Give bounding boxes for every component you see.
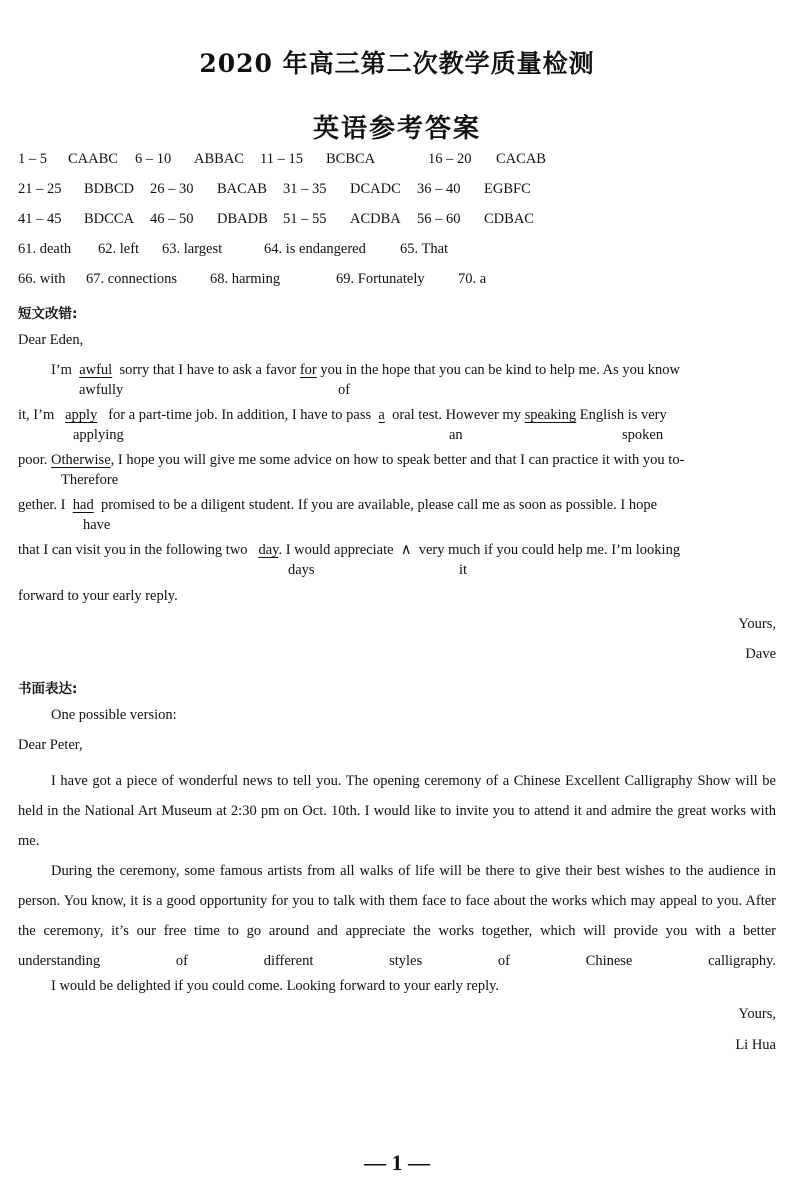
text: , I hope you will give me some advice on how to speak better and that I can practice it with you to- <box>110 452 685 468</box>
answer-range: 31 – 35 <box>283 181 327 197</box>
answer-word: 69. Fortunately <box>336 271 425 287</box>
error-word: apply <box>65 407 98 423</box>
answer-letters: CACAB <box>496 151 546 167</box>
correction-signature: Dave <box>745 646 776 662</box>
answer-word: 68. harming <box>210 271 281 287</box>
answer-letters: ACDBA <box>350 211 401 227</box>
page-title: 2020 年高三第二次教学质量检测 <box>199 49 595 78</box>
error-word: a <box>378 407 385 423</box>
answer-word: 65. That <box>400 241 449 257</box>
correction-line-5 <box>18 541 776 559</box>
answer-word: 62. left <box>98 241 140 257</box>
answer-range: 6 – 10 <box>135 151 172 167</box>
answer-word: 67. connections <box>86 271 178 287</box>
text: very much if you could help me. I’m looking <box>418 542 681 558</box>
writing-signature: Li Hua <box>735 1037 776 1053</box>
correction-line-1 <box>51 361 776 379</box>
answer-range: 16 – 20 <box>428 151 472 167</box>
error-word: for <box>299 362 317 378</box>
answer-range: 36 – 40 <box>417 181 461 197</box>
answer-range: 26 – 30 <box>150 181 194 197</box>
correction-line-3 <box>18 451 776 469</box>
text: it, I’m <box>18 407 55 423</box>
answer-letters: ABBAC <box>194 151 244 167</box>
error-word: awful <box>79 362 113 378</box>
correction-heading: 短文改错: <box>18 306 78 322</box>
correction-line-4 <box>18 496 776 514</box>
writing-greeting: Dear Peter, <box>18 737 83 753</box>
answer-letters: DCADC <box>350 181 401 197</box>
correction-line-2 <box>18 406 776 424</box>
text: poor. <box>18 452 48 468</box>
insert-caret-mark: ∧ <box>400 542 412 558</box>
writing-closing: Yours, <box>738 1006 776 1022</box>
correction-fix: applying <box>73 427 124 443</box>
answer-word: 61. death <box>18 241 72 257</box>
answer-letters: BDBCD <box>84 181 134 197</box>
text: gether. I <box>18 497 66 513</box>
correction-greeting: Dear Eden, <box>18 332 84 348</box>
answer-range: 56 – 60 <box>417 211 461 227</box>
answer-letters: CAABC <box>68 151 118 167</box>
correction-fix: it <box>459 562 468 578</box>
answer-range: 41 – 45 <box>18 211 62 227</box>
answer-word: 64. is endangered <box>264 241 366 257</box>
answer-letters: DBADB <box>217 211 268 227</box>
correction-fix: of <box>338 382 351 398</box>
answer-range: 1 – 5 <box>18 151 47 167</box>
answer-row-5 <box>18 271 486 288</box>
correction-fix: spoken <box>622 427 664 443</box>
text: I’m <box>51 362 72 378</box>
text: sorry that I have to ask a favor <box>119 362 297 378</box>
text: oral test. However my <box>392 407 521 423</box>
answer-row-2 <box>18 181 531 198</box>
correction-fix: an <box>449 427 463 443</box>
writing-heading: 书面表达: <box>18 681 78 697</box>
page-number: — 1 — <box>364 1150 430 1175</box>
correction-line-6: forward to your early reply. <box>18 588 178 604</box>
writing-paragraph-1: I have got a piece of wonderful news to tell you. The opening ceremony of a Chinese Excellent Calligraphy Show will be held in the National Art Museum at 2:30 pm on Oct. 10th. I would like to invite you to attend it and admire the great works with me. <box>18 773 776 849</box>
writing-paragraph-2: During the ceremony, some famous artists from all walks of life will be there to give their best wishes to the audience in person. You know, it is a good opportunity for you to talk with them face to face about the works which may appeal to you. After the ceremony, it’s our free time to go around and appreciate the works together, which will provide you with a better understanding of different styles of Chinese calligraphy. <box>18 863 776 969</box>
answer-letters: BACAB <box>217 181 267 197</box>
answer-letters: CDBAC <box>484 211 534 227</box>
answer-range: 11 – 15 <box>260 151 303 167</box>
answer-range: 46 – 50 <box>150 211 194 227</box>
error-word: day <box>258 542 279 558</box>
answer-letters: BDCCA <box>84 211 134 227</box>
writing-paragraph-3: I would be delighted if you could come. Looking forward to your early reply. <box>51 978 500 994</box>
answer-row-3 <box>18 211 534 228</box>
page-subtitle: 英语参考答案 <box>312 114 481 144</box>
answer-range: 21 – 25 <box>18 181 62 197</box>
correction-fix: have <box>83 517 111 533</box>
text: English is very <box>579 407 667 423</box>
answer-letters: BCBCA <box>326 151 376 167</box>
correction-fix: Therefore <box>61 472 119 488</box>
text: that I can visit you in the following two <box>18 542 248 558</box>
correction-fix: awfully <box>79 382 124 398</box>
text: for a part-time job. In addition, I have to pass <box>108 407 372 423</box>
answer-letters: EGBFC <box>484 181 531 197</box>
error-word: speaking <box>524 407 577 423</box>
text: . I would appreciate <box>278 542 394 558</box>
answer-row-1 <box>18 151 546 168</box>
text: you in the hope that you can be kind to help me. As you know <box>320 362 681 378</box>
error-word: Otherwise <box>51 452 111 468</box>
answer-row-4 <box>18 241 448 258</box>
correction-closing: Yours, <box>738 616 776 632</box>
correction-fix: days <box>288 562 315 578</box>
answer-word: 66. with <box>18 271 66 287</box>
writing-intro: One possible version: <box>51 707 177 723</box>
text: promised to be a diligent student. If you are available, please call me as soon as possible. I hope <box>100 497 658 513</box>
answer-word: 70. a <box>458 271 487 287</box>
answer-word: 63. largest <box>162 241 223 257</box>
answer-range: 51 – 55 <box>283 211 327 227</box>
error-word: had <box>72 497 94 513</box>
